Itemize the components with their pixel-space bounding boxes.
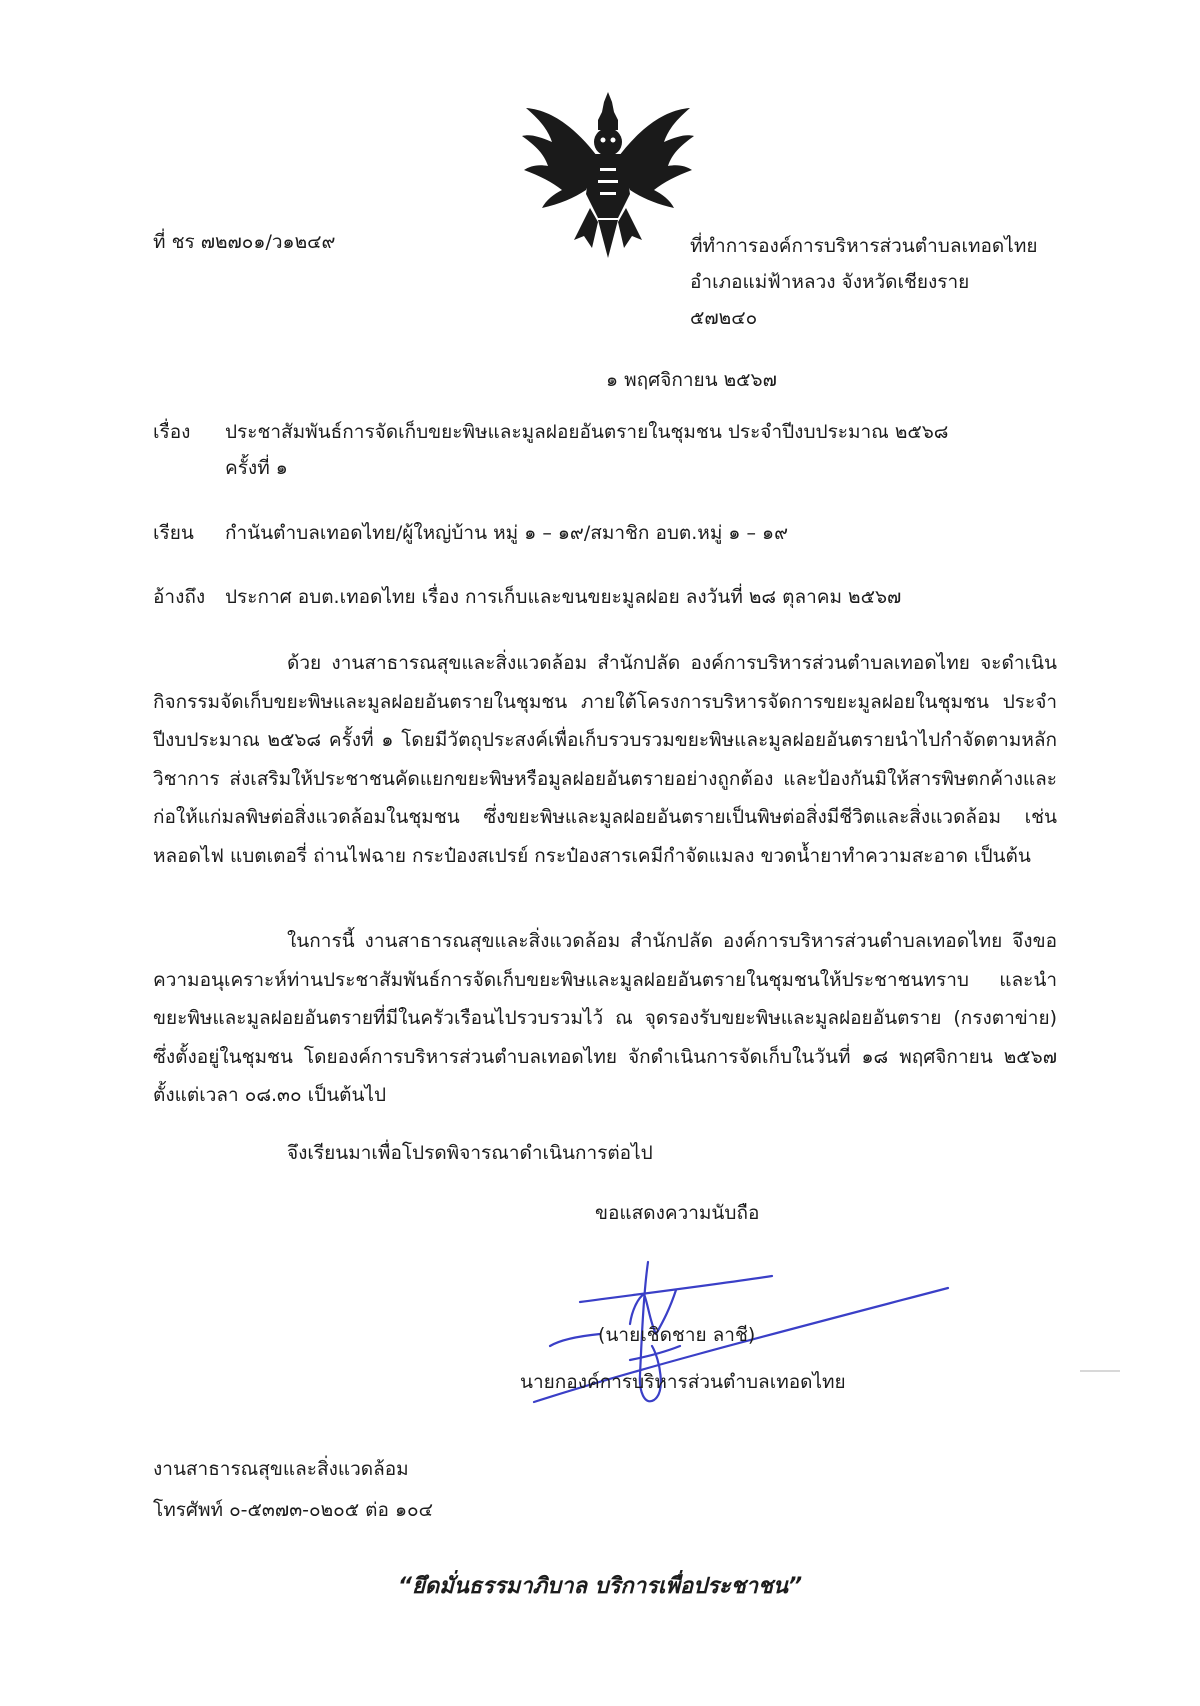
recipient-label: เรียน	[153, 522, 194, 544]
footer-motto: “ยึดมั่นธรรมาภิบาล บริการเพื่อประชาชน”	[397, 1574, 803, 1599]
body-paragraph-1: ด้วย งานสาธารณสุขและสิ่งแวดล้อม สำนักปลัด องค์การบริหารส่วนตำบลเทอดไทย จะดำเนินกิจกรรมจัดเก็บขยะพิษและมูลฝอยอันตรายในชุมชน ภายใต้โครงการบริหารจัดการขยะมูลฝอยในชุมชน ประจำปีงบประมาณ ๒๕๖๘ ครั้งที่ ๑ โดยมีวัตถุประสงค์เพื่อเก็บรวบรวมขยะพิษและมูลฝอยอันตรายนำไปกำจัดตามหลักวิชาการ ส่งเสริมให้ประชาชนคัดแยกขยะพิษหรือมูลฝอยอันตรายอย่างถูกต้อง และป้องกันมิให้สารพิษตกค้างและก่อให้แก่มลพิษต่อสิ่งแวดล้อมในชุมชน ซึ่งขยะพิษและมูลฝอยอันตรายเป็นพิษต่อสิ่งมีชีวิตและสิ่งแวดล้อม เช่น หลอดไฟ แบตเตอรี่ ถ่านไฟฉาย กระป๋องสเปรย์ กระป๋องสารเคมีกำจัดแมลง ขวดน้ำยาทำความสะอาด เป็นต้น	[153, 652, 1057, 867]
footer-department: งานสาธารณสุขและสิ่งแวดล้อม	[153, 1458, 409, 1480]
recipient-text: กำนันตำบลเทอดไทย/ผู้ใหญ่บ้าน หมู่ ๑ – ๑๙/สมาชิก อบต.หมู่ ๑ – ๑๙	[225, 522, 789, 544]
recipient-line	[153, 520, 788, 546]
sender-address-line-1: ที่ทำการองค์การบริหารส่วนตำบลเทอดไทย	[690, 235, 1038, 257]
respect-phrase: ขอแสดงความนับถือ	[595, 1202, 760, 1224]
document-number: ที่ ชร ๗๒๗๐๑/ว๑๒๔๙	[153, 231, 336, 253]
sender-postal-code: ๕๗๒๔๐	[690, 307, 758, 329]
closing-request: จึงเรียนมาเพื่อโปรดพิจารณาดำเนินการต่อไป	[287, 1142, 653, 1164]
subject-line	[153, 419, 948, 445]
letter-date: ๑ พฤศจิกายน ๒๕๖๗	[606, 369, 777, 391]
scan-artifact	[1080, 1370, 1120, 1372]
reference-text: ประกาศ อบต.เทอดไทย เรื่อง การเก็บและขนขยะมูลฝอย ลงวันที่ ๒๘ ตุลาคม ๒๕๖๗	[225, 586, 902, 608]
subject-text-continued: ครั้งที่ ๑	[225, 457, 288, 479]
subject-label: เรื่อง	[153, 421, 191, 443]
reference-label: อ้างถึง	[153, 586, 206, 608]
garuda-emblem-icon	[518, 90, 698, 260]
footer-phone: โทรศัพท์ ๐-๕๓๗๓-๐๒๐๕ ต่อ ๑๐๔	[153, 1499, 433, 1521]
subject-text: ประชาสัมพันธ์การจัดเก็บขยะพิษและมูลฝอยอันตรายในชุมชน ประจำปีงบประมาณ ๒๕๖๘	[225, 421, 949, 443]
body-paragraph-2: ในการนี้ งานสาธารณสุขและสิ่งแวดล้อม สำนักปลัด องค์การบริหารส่วนตำบลเทอดไทย จึงขอความอนุเคราะห์ท่านประชาสัมพันธ์การจัดเก็บขยะพิษและมูลฝอยอันตรายในชุมชนให้ประชาชนทราบ และนำขยะพิษและมูลฝอยอันตรายที่มีในครัวเรือนไปรวบรวมไว้ ณ จุดรองรับขยะพิษและมูลฝอยอันตราย (กรงตาข่าย) ซึ่งตั้งอยู่ในชุมชน โดยองค์การบริหารส่วนตำบลเทอดไทย จักดำเนินการจัดเก็บในวันที่ ๑๘ พฤศจิกายน ๒๕๖๗ ตั้งแต่เวลา ๐๘.๓๐ เป็นต้นไป	[153, 930, 1057, 1107]
signer-title: นายกองค์การบริหารส่วนตำบลเทอดไทย	[520, 1371, 846, 1393]
signer-name: (นายเชิดชาย ลาชี)	[598, 1324, 756, 1346]
reference-line	[153, 584, 901, 610]
sender-address-line-2: อำเภอแม่ฟ้าหลวง จังหวัดเชียงราย	[690, 271, 970, 293]
